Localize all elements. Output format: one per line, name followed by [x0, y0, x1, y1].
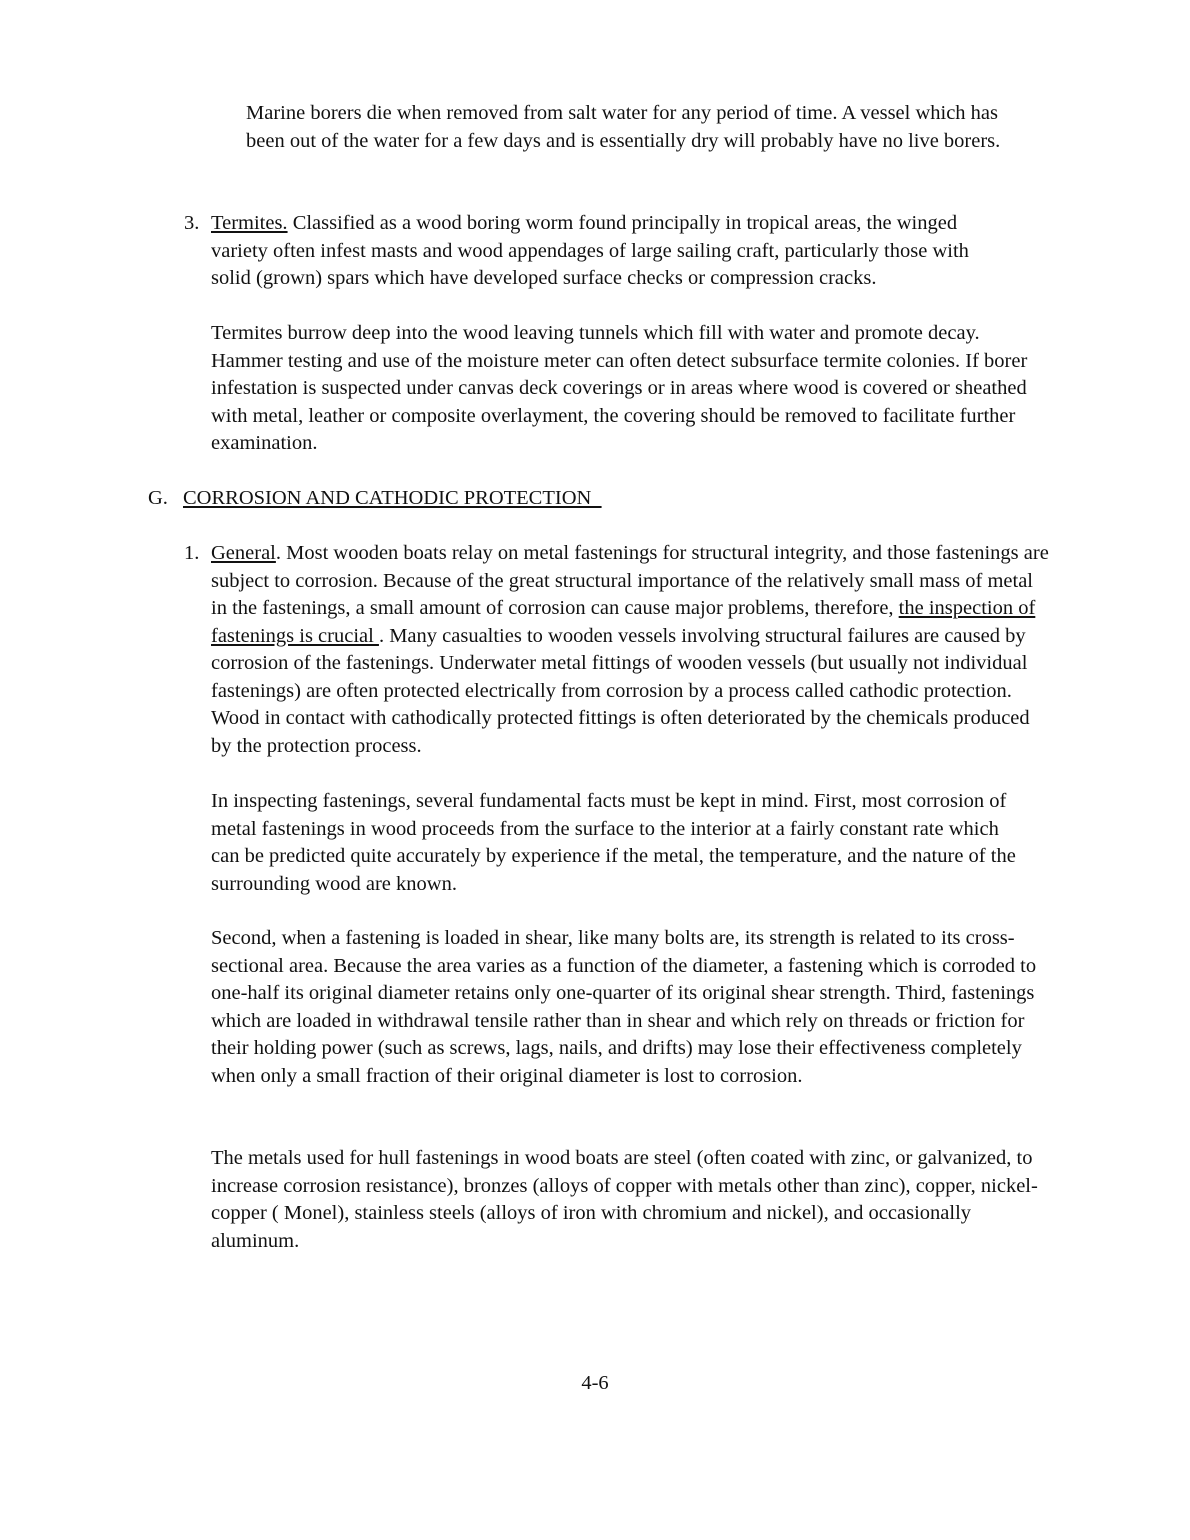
item-1-number: 1.	[184, 542, 200, 564]
general-text-b: . Many casualties to wooden vessels involving structural failures are caused by corrosion of the fastenings. Underwater metal fittings of wooden vessels (but usually not individual fastenings) are often protected electrically from corrosion by a process called cathodic protection. Wood in contact with cathodically protected fittings is often deteriorated by the chemicals produced by the protection process.	[211, 624, 1030, 757]
borers-paragraph: Marine borers die when removed from salt water for any period of time. A vessel which has been out of the water for a few days and is essentially dry will probably have no live borers.	[246, 102, 1001, 152]
termites-heading: Termites.	[211, 212, 288, 234]
page-number: 4-6	[581, 1372, 609, 1394]
termites-paragraph	[211, 210, 1011, 293]
termites-text: Classified as a wood boring worm found principally in tropical areas, the winged variety often infest masts and wood appendages of large sailing craft, particularly those with solid (grown) spars which have developed surface checks or compression cracks.	[211, 212, 969, 289]
general-heading: General	[211, 542, 276, 564]
section-g-title: CORROSION AND CATHODIC PROTECTION	[183, 487, 602, 509]
general-text-a: . Most wooden boats relay on metal fastenings for structural integrity, and those fastenings are subject to corrosion. Because of the great structural importance of the relatively small mass of metal in the fastenings, a small amount of corrosion can cause major problems, therefore,	[211, 542, 1049, 619]
section-g-letter: G.	[148, 487, 168, 509]
general-paragraph	[211, 540, 1051, 760]
termites-paragraph-2: Termites burrow deep into the wood leaving tunnels which fill with water and promote decay. Hammer testing and use of the moisture meter can often detect subsurface termite colonies. If borer infestation is suspected under canvas deck coverings or in areas where wood is covered or sheathed with metal, leather or composite overlayment, the covering should be removed to facilitate further examination.	[211, 322, 1028, 454]
item-3-number: 3.	[184, 212, 200, 234]
fastenings-paragraph-3: The metals used for hull fastenings in wood boats are steel (often coated with zinc, or galvanized, to increase corrosion resistance), bronzes (alloys of copper with metals other than zinc), copper, nickel-copper ( Monel), stainless steels (alloys of iron with chromium and nickel), and occasionally aluminum.	[211, 1147, 1038, 1252]
fastenings-paragraph-1: In inspecting fastenings, several fundamental facts must be kept in mind. First, most corrosion of metal fastenings in wood proceeds from the surface to the interior at a fairly constant rate which can be predicted quite accurately by experience if the metal, the temperature, and the nature of the surrounding wood are known.	[211, 790, 1016, 895]
fastenings-paragraph-2: Second, when a fastening is loaded in shear, like many bolts are, its strength is related to its cross-sectional area. Because the area varies as a function of the diameter, a fastening which is corroded to one-half its original diameter retains only one-quarter of its original shear strength. Third, fastenings which are loaded in withdrawal tensile rather than in shear and which rely on threads or friction for their holding power (such as screws, lags, nails, and drifts) may lose their effectiveness completely when only a small fraction of their original diameter is lost to corrosion.	[211, 927, 1037, 1087]
general-emphasis: the inspection of fastenings is crucial	[211, 597, 1036, 647]
